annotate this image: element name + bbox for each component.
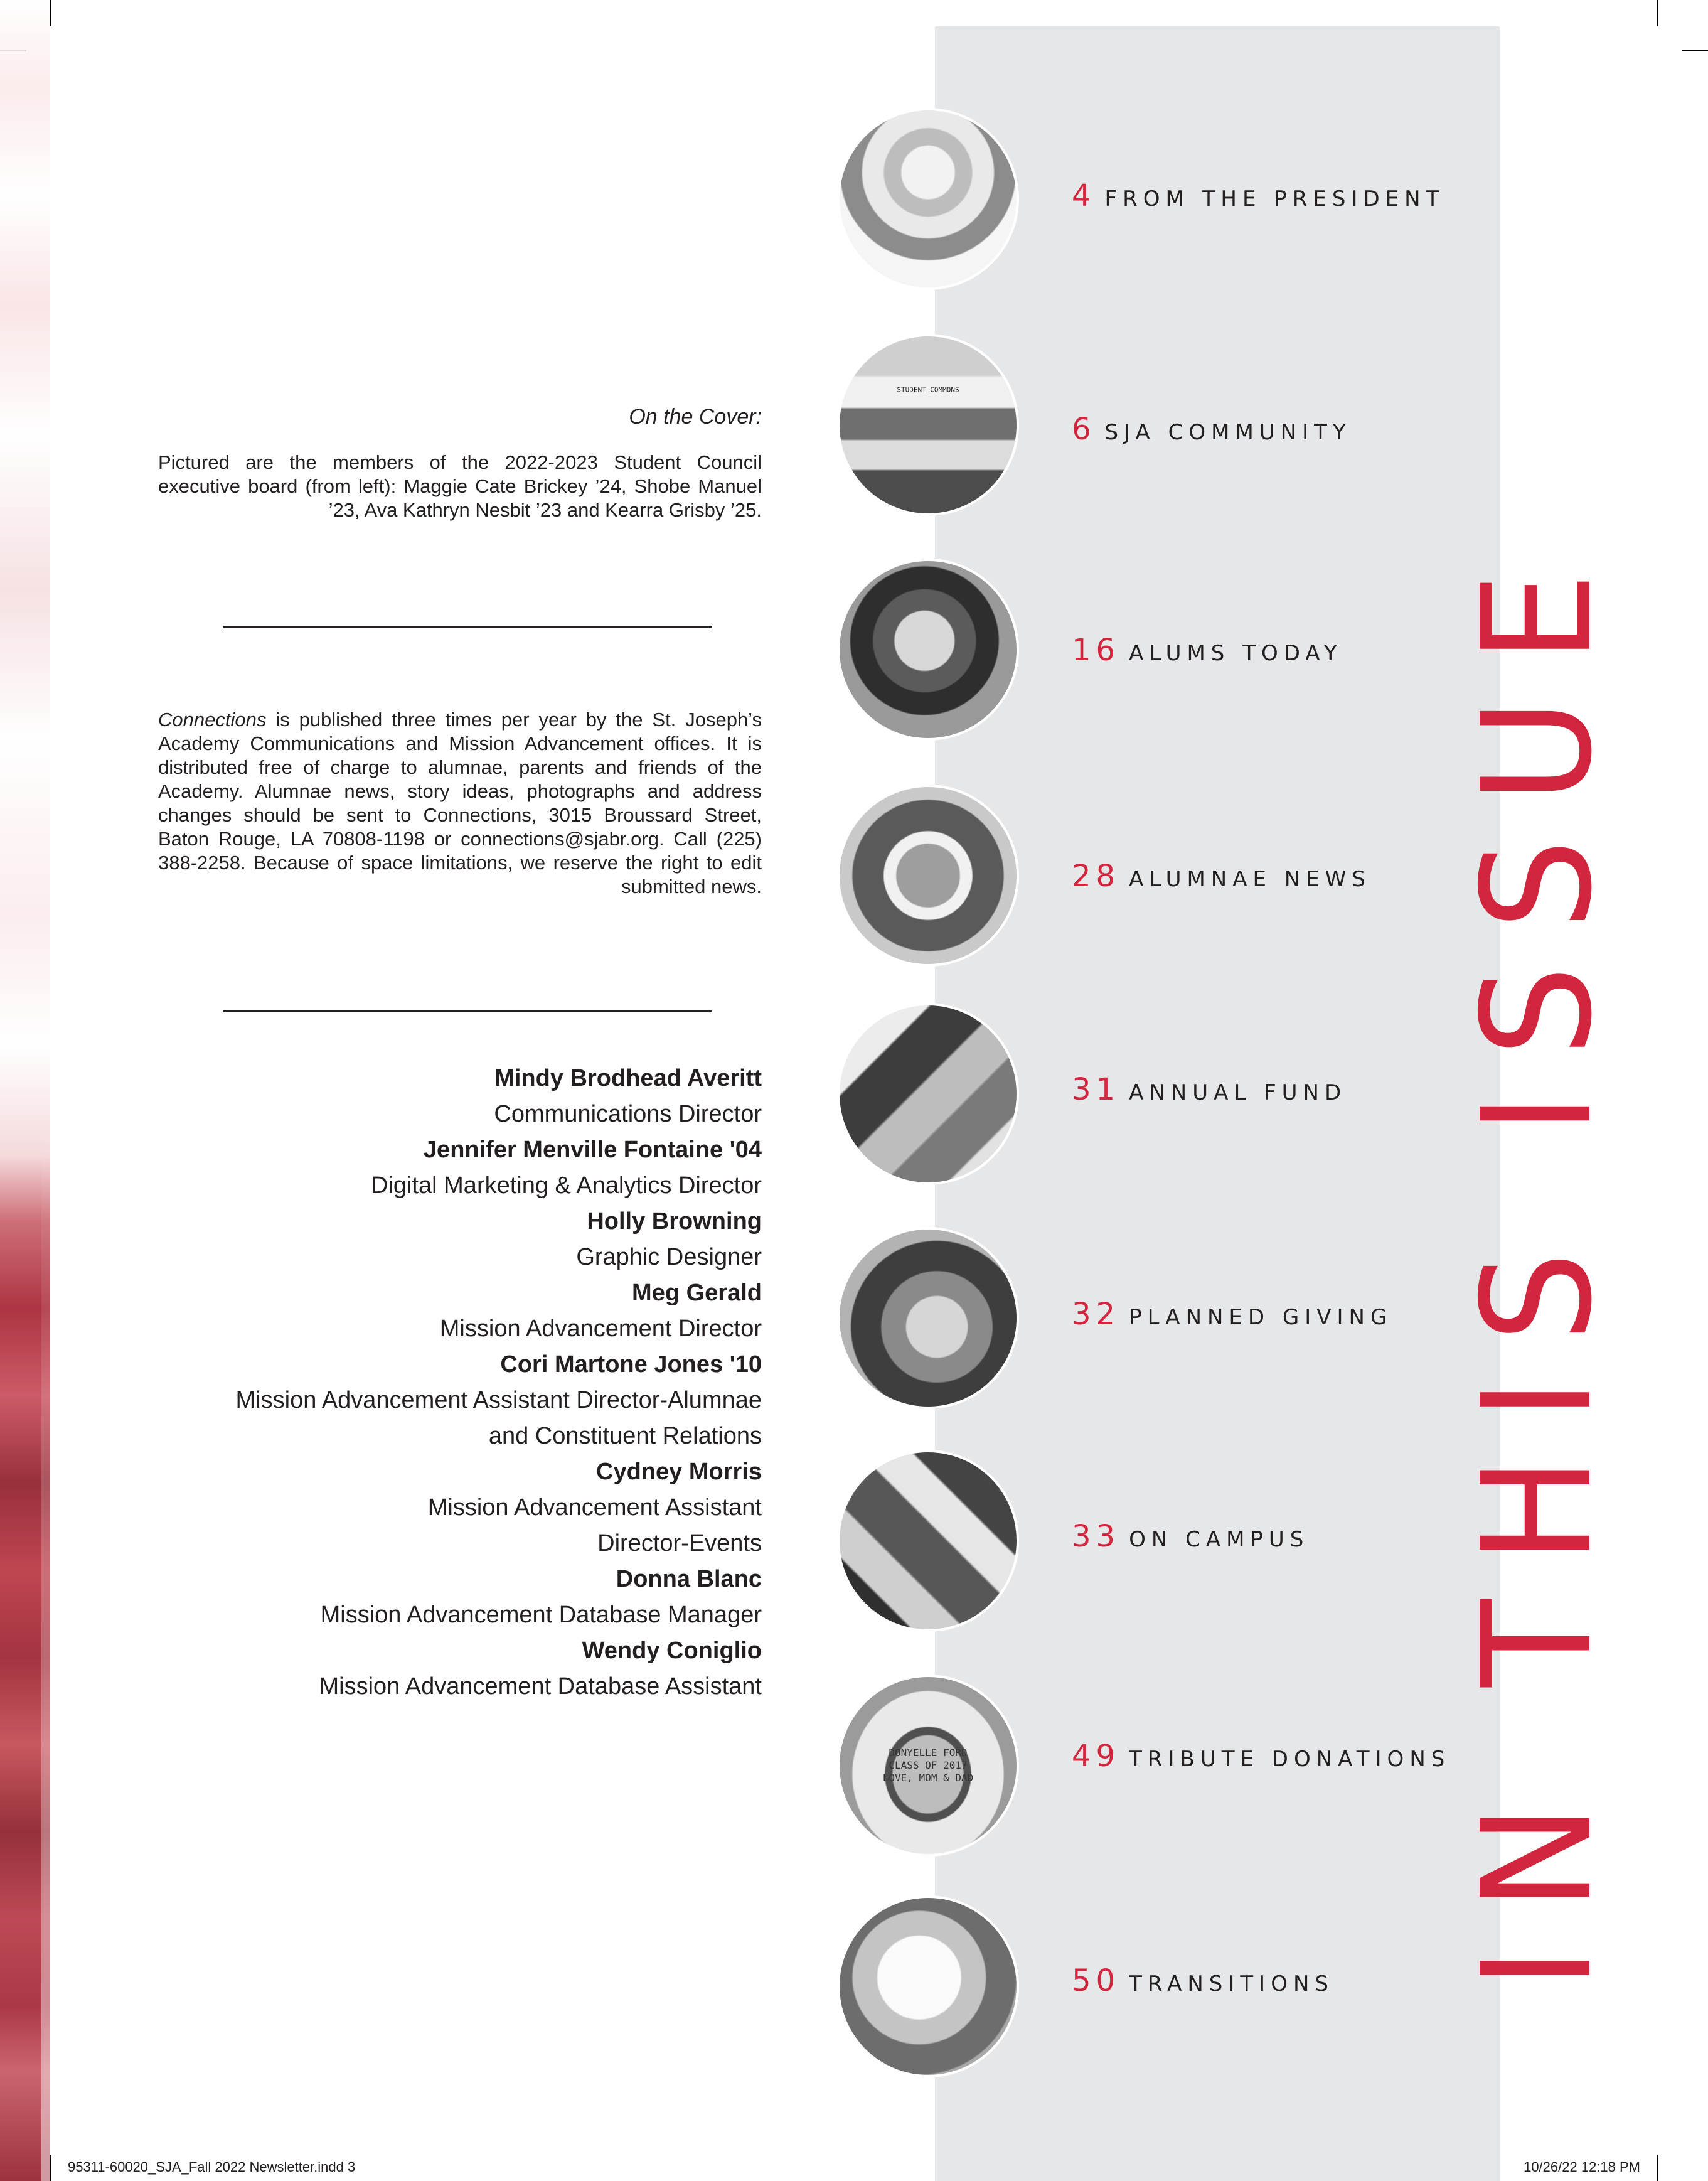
staff-name: Meg Gerald: [632, 1280, 762, 1306]
hands-photo: [837, 1227, 1019, 1409]
crop-mark-top-right-v: [1657, 0, 1658, 26]
students-photo: [837, 1003, 1019, 1185]
staff-name: Cori Martone Jones '10: [500, 1351, 762, 1378]
section-title: ON CAMPUS: [1129, 1527, 1310, 1552]
crop-mark-bottom-right-v: [1657, 2155, 1658, 2181]
toc-entry[interactable]: [1072, 1072, 1347, 1107]
page-number: 28: [1072, 859, 1121, 894]
toc-entry[interactable]: [1072, 633, 1343, 668]
page-number: 16: [1072, 633, 1121, 668]
brick-engraving: DONYELLE FORD CLASS OF 2017 LOVE, MOM & DAD: [882, 1747, 974, 1784]
section-title: TRANSITIONS: [1129, 1971, 1334, 1996]
toc-entry[interactable]: [1072, 1963, 1334, 1998]
print-slug-date: 10/26/22 12:18 PM: [1524, 2159, 1640, 2175]
in-this-issue-heading: [1449, 498, 1625, 2027]
flower-photo: [837, 1895, 1019, 2077]
staff-credits: [72, 1061, 762, 1705]
toc-entry[interactable]: [1072, 412, 1352, 447]
toc-entry[interactable]: [1072, 178, 1444, 213]
staff-role: and Constituent Relations: [488, 1423, 762, 1449]
crop-mark-top-left-v: [50, 0, 51, 26]
president-portrait-photo: [837, 108, 1019, 290]
section-title: ANNUAL FUND: [1129, 1080, 1347, 1105]
staff-role: Communications Director: [494, 1101, 762, 1127]
staff-role: Mission Advancement Assistant Director-Alumnae: [235, 1387, 762, 1413]
page-number: 32: [1072, 1297, 1121, 1332]
toc-entry[interactable]: [1072, 859, 1371, 894]
page-number: 4: [1072, 178, 1096, 213]
staff-role: Graphic Designer: [576, 1244, 762, 1270]
page-number: 49: [1072, 1739, 1121, 1774]
section-title: ALUMNAE NEWS: [1129, 867, 1371, 892]
staff-name: Wendy Coniglio: [582, 1637, 762, 1664]
toc-entry[interactable]: [1072, 1739, 1450, 1774]
staff-role: Mission Advancement Database Assistant: [319, 1673, 762, 1700]
section-title: FROM THE PRESIDENT: [1104, 186, 1445, 212]
crop-mark-bottom-left-v: [50, 2155, 51, 2181]
staff-role: Digital Marketing & Analytics Director: [371, 1172, 762, 1199]
campus-crowd-photo: [837, 1450, 1019, 1632]
section-title: TRIBUTE DONATIONS: [1129, 1747, 1451, 1772]
building-sign: STUDENT COMMONS: [897, 385, 959, 394]
publication-name: Connections: [158, 709, 267, 731]
staff-name: Cydney Morris: [596, 1459, 762, 1485]
section-title: ALUMS TODAY: [1129, 641, 1343, 666]
engraved-brick-photo: [837, 1675, 1019, 1857]
staff-name: Mindy Brodhead Averitt: [494, 1065, 762, 1091]
heading-text: IN THIS ISSUE: [1449, 537, 1625, 1990]
print-slug-file: 95311-60020_SJA_Fall 2022 Newsletter.indd 3: [68, 2159, 356, 2175]
divider-rule: [223, 626, 712, 628]
section-title: SJA COMMUNITY: [1104, 420, 1352, 445]
staff-role: Mission Advancement Director: [439, 1316, 762, 1342]
staff-name: Holly Browning: [587, 1208, 762, 1235]
page-number: 6: [1072, 412, 1096, 447]
connections-blurb: [158, 708, 762, 899]
cover-caption: Pictured are the members of the 2022-2023 Student Council executive board (from left): Maggie Cate Brickey ’24, Shobe Manuel ’23, Ava Kathryn Nesbit ’23 and Kearra Grisby ’25.: [158, 451, 762, 521]
staff-role: Director-Events: [597, 1530, 762, 1557]
decorative-red-strip: [0, 0, 50, 2181]
student-commons-photo: [837, 334, 1019, 516]
toc-entry[interactable]: [1072, 1519, 1309, 1554]
crop-mark-top-right-h: [1682, 50, 1708, 51]
alum-portrait-photo: [837, 559, 1019, 741]
page-number: 50: [1072, 1963, 1121, 1998]
page-number: 31: [1072, 1072, 1121, 1107]
divider-rule: [223, 1010, 712, 1012]
section-title: PLANNED GIVING: [1129, 1305, 1393, 1330]
staff-name: Jennifer Menville Fontaine '04: [423, 1137, 762, 1163]
connections-text: is published three times per year by the St. Joseph’s Academy Communications and Mission Advancement offices. It is distributed free of charge to alumnae, parents and friends of the Academy. Alumnae news, story ideas, photographs and address changes should be sent to Connections, 3015 Broussard Street, Baton Rouge, LA 70808-1198 or connections@sjabr.org. Call (225) 388-2258. Because of space limitations, we reserve the right to edit submitted news.: [158, 709, 762, 898]
toc-entry[interactable]: [1072, 1297, 1392, 1332]
page-number: 33: [1072, 1519, 1121, 1554]
staff-role: Mission Advancement Assistant: [427, 1494, 762, 1521]
cover-heading: On the Cover:: [629, 405, 762, 429]
staff-role: Mission Advancement Database Manager: [320, 1602, 762, 1628]
alumna-photo: [837, 785, 1019, 967]
staff-name: Donna Blanc: [616, 1566, 762, 1592]
